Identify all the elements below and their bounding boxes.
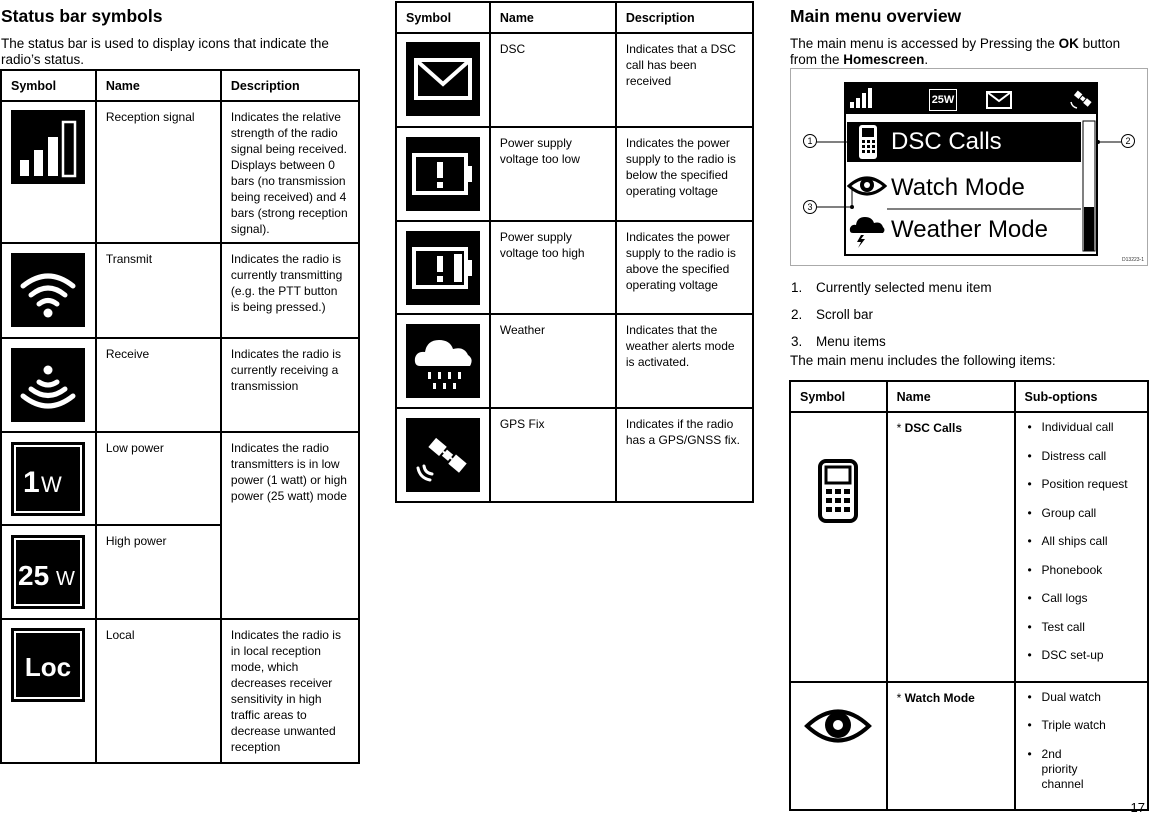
list-item: • Test call: [1025, 620, 1138, 635]
suboptions-cell: [1015, 682, 1148, 811]
low-power-icon: [11, 442, 85, 516]
table-row: [396, 314, 753, 408]
row-description: Indicates the radio is currently transmitting (e.g. the PTT button is being pressed.): [221, 243, 359, 338]
screen-power-badge: 25W: [929, 89, 957, 111]
callout-3: 3: [803, 200, 817, 214]
row-description: Indicates the power supply to the radio is above the specified operating voltage: [616, 221, 753, 314]
svg-text:W: W: [56, 568, 75, 590]
list-item: 2. Scroll bar: [791, 307, 874, 322]
row-name: * Watch Mode: [887, 682, 1015, 811]
row-description: Indicates the radio is currently receiving a transmission: [221, 338, 359, 432]
row-name: Reception signal: [96, 101, 221, 243]
row-name: Receive: [96, 338, 221, 432]
list-item: • Call logs: [1025, 591, 1138, 606]
callout-2: 2: [1121, 134, 1135, 148]
list-item: • Phonebook: [1025, 563, 1138, 578]
weather-cloud-icon: [406, 324, 480, 398]
status-symbols-table-2: [395, 1, 754, 503]
screen-menu-item-weather-mode[interactable]: Weather Mode: [891, 216, 1048, 243]
svg-text:Loc: Loc: [24, 652, 72, 682]
list-item: 3. Menu items: [791, 334, 886, 349]
row-name: * DSC Calls: [887, 412, 1015, 682]
suboptions-list: [1025, 420, 1138, 663]
row-description: Indicates the power supply to the radio is below the specified operating voltage: [616, 127, 753, 221]
battery-low-icon: [406, 137, 480, 211]
row-description: Indicates the relative strength of the radio signal being received. Displays between 0 bars (no transmission being received) and 4 bars (strong reception signal).: [221, 101, 359, 243]
list-item: • Distress call: [1025, 449, 1138, 464]
row-name: Power supply voltage too low: [490, 127, 616, 221]
row-name: Power supply voltage too high: [490, 221, 616, 314]
screen-menu-item-dsc-calls[interactable]: DSC Calls: [891, 128, 1002, 155]
gps-satellite-icon: [406, 418, 480, 492]
suboptions-list: [1025, 690, 1138, 792]
table-row: [396, 33, 753, 127]
screen-menu-item-watch-mode[interactable]: Watch Mode: [891, 174, 1025, 201]
col-header-symbol: Symbol: [1, 70, 96, 101]
list-item: • DSC set-up: [1025, 648, 1138, 663]
screen-gps-icon: [1068, 87, 1094, 111]
svg-text:1: 1: [23, 466, 40, 499]
receive-icon: [11, 348, 85, 422]
table-row: [1, 432, 359, 525]
main-menu-column: [789, 0, 1149, 791]
list-item: • Position request: [1025, 477, 1138, 492]
status-bar-column: [0, 0, 362, 754]
transmit-icon: [11, 253, 85, 327]
eye-icon: [803, 703, 873, 749]
ok-button-text: OK: [1058, 36, 1079, 51]
table-row: [1, 243, 359, 338]
local-icon: [11, 628, 85, 702]
main-menu-table: [789, 380, 1149, 811]
reception-signal-icon: [11, 110, 85, 184]
high-power-icon: [11, 535, 85, 609]
main-menu-title: Main menu overview: [790, 6, 962, 26]
screen-weather-icon: [847, 211, 887, 249]
list-item: • Triple watch: [1025, 718, 1138, 733]
table-row: [1, 338, 359, 432]
screen-phone-icon: [857, 124, 879, 160]
row-description: Indicates if the radio has a GPS/GNSS fix.: [616, 408, 753, 502]
svg-text:W: W: [41, 472, 62, 497]
table-row: [396, 408, 753, 502]
status-symbols-table: [0, 69, 360, 764]
list-item: • 2nd priority channel: [1025, 747, 1095, 792]
callout-1: 1: [803, 134, 817, 148]
status-section-title: Status bar symbols: [1, 6, 163, 26]
row-name: Low power: [96, 432, 221, 525]
menu-includes-text: The main menu includes the following items:: [790, 353, 1056, 368]
col-header-symbol: Symbol: [790, 381, 887, 412]
col-header-name: Name: [96, 70, 221, 101]
main-menu-intro: The main menu is accessed by Pressing the OK button from the Homescreen.: [790, 36, 1121, 67]
col-header-name: Name: [887, 381, 1015, 412]
table-row: [790, 682, 1148, 811]
row-name: Local: [96, 619, 221, 763]
row-description: Indicates that the weather alerts mode is activated.: [616, 314, 753, 408]
col-header-suboptions: Sub-options: [1015, 381, 1148, 412]
row-name: DSC: [490, 33, 616, 127]
screen-eye-icon: [847, 173, 887, 199]
battery-high-icon: [406, 231, 480, 305]
table-row: [396, 221, 753, 314]
col-header-description: Description: [221, 70, 359, 101]
suboptions-cell: [1015, 412, 1148, 682]
phone-icon: [818, 459, 858, 523]
table-row: [396, 127, 753, 221]
list-item: • All ships call: [1025, 534, 1138, 549]
row-name: High power: [96, 525, 221, 619]
row-description: Indicates the radio transmitters is in low power (1 watt) or high power (25 watt) mode: [221, 432, 359, 619]
list-item: 1. Currently selected menu item: [791, 280, 992, 295]
main-menu-figure: [790, 68, 1148, 266]
envelope-icon: [406, 42, 480, 116]
list-item: • Individual call: [1025, 420, 1138, 435]
page-number: 17: [1130, 800, 1145, 815]
figure-legend: [790, 278, 992, 359]
row-description: Indicates that a DSC call has been received: [616, 33, 753, 127]
status-section-intro: The status bar is used to display icons that indicate the radio’s status.: [1, 36, 329, 67]
row-description: Indicates the radio is in local reception mode, which decreases receiver sensitivity in high traffic areas to decrease unwanted reception: [221, 619, 359, 763]
row-name: GPS Fix: [490, 408, 616, 502]
figure-id: D13223-1: [1122, 257, 1144, 263]
row-name: Transmit: [96, 243, 221, 338]
screen-envelope-icon: [985, 89, 1013, 111]
table-row: [1, 101, 359, 243]
table-row: [1, 619, 359, 763]
col-header-symbol: Symbol: [396, 2, 490, 33]
table-row: [790, 412, 1148, 682]
screen-signal-icon: [849, 87, 873, 109]
row-name: Weather: [490, 314, 616, 408]
col-header-name: Name: [490, 2, 616, 33]
col-header-description: Description: [616, 2, 753, 33]
svg-text:25: 25: [18, 560, 50, 591]
list-item: • Group call: [1025, 506, 1138, 521]
list-item: • Dual watch: [1025, 690, 1138, 705]
homescreen-text: Homescreen: [843, 51, 925, 67]
